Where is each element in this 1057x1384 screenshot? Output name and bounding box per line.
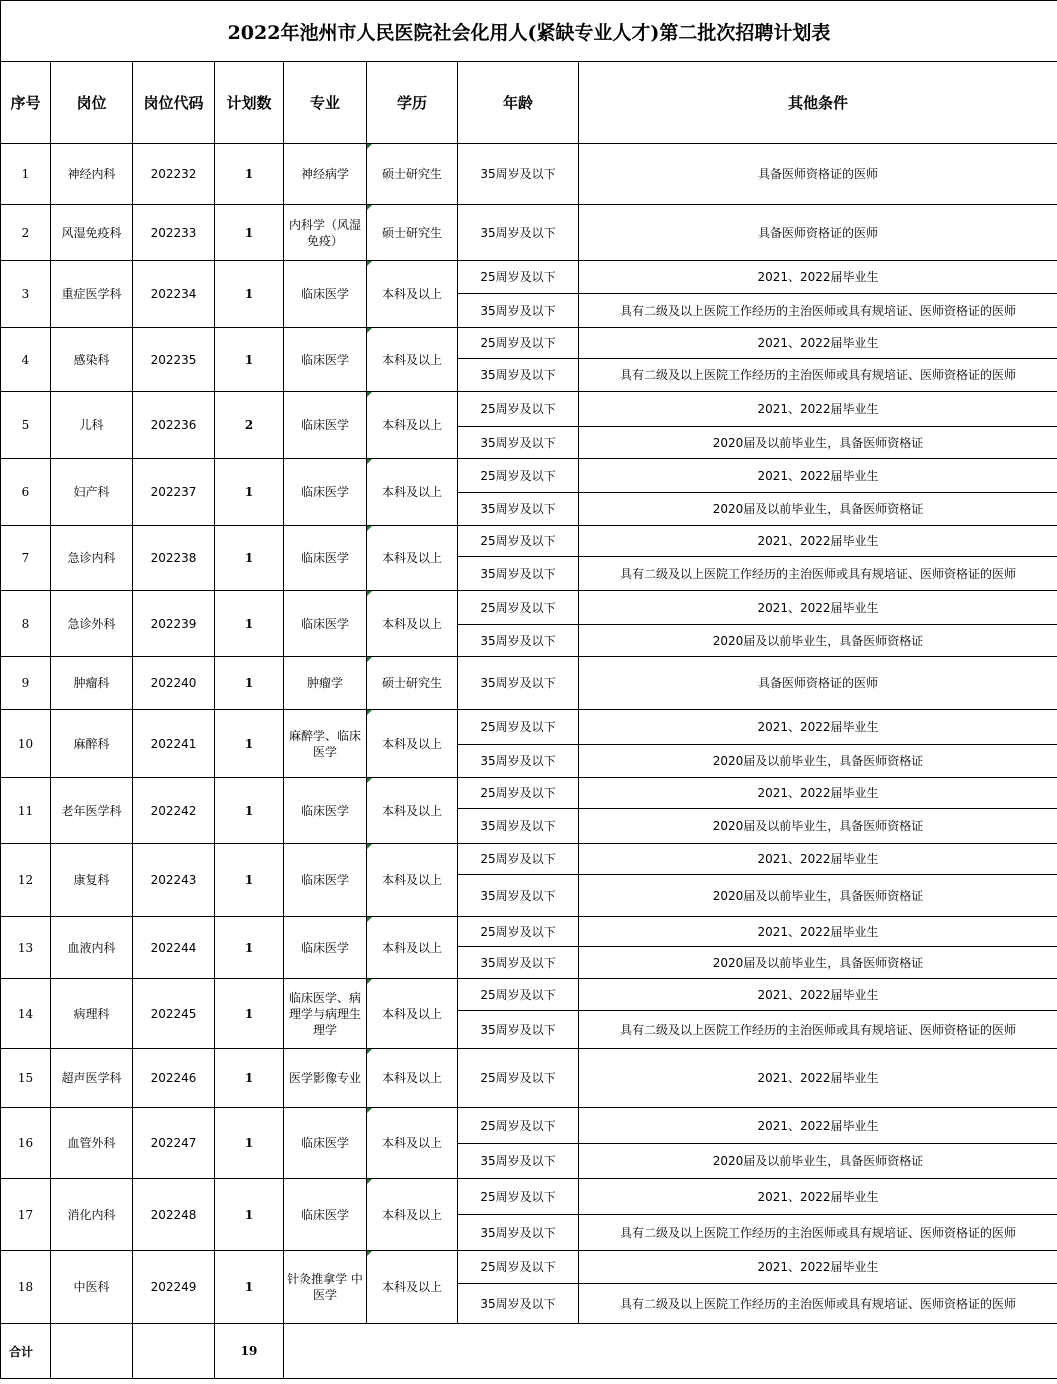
row-code: 202234: [133, 261, 215, 328]
row-age: 25周岁及以下: [458, 459, 579, 493]
row-age: 25周岁及以下: [458, 328, 579, 359]
row-age: 25周岁及以下: [458, 1108, 579, 1144]
row-seq: 7: [1, 526, 51, 591]
table-row: [1, 459, 1057, 493]
row-education: 硕士研究生: [367, 657, 458, 710]
row-seq: 2: [1, 205, 51, 261]
row-plan: 1: [215, 778, 284, 844]
row-age: 35周岁及以下: [458, 947, 579, 979]
row-age: 35周岁及以下: [458, 875, 579, 917]
row-other-conditions: 2021、2022届毕业生: [579, 1049, 1057, 1108]
row-education: 本科及以上: [367, 591, 458, 657]
row-plan: 1: [215, 526, 284, 591]
row-age: 35周岁及以下: [458, 557, 579, 591]
row-age: 25周岁及以下: [458, 979, 579, 1011]
row-plan: 2: [215, 392, 284, 459]
row-other-conditions: 2021、2022届毕业生: [579, 710, 1057, 745]
row-education: 本科及以上: [367, 979, 458, 1049]
row-code: 202242: [133, 778, 215, 844]
row-code: 202244: [133, 917, 215, 979]
total-empty-rest: [284, 1324, 1057, 1379]
row-plan: 1: [215, 459, 284, 526]
row-other-conditions: 2021、2022届毕业生: [579, 917, 1057, 947]
row-other-conditions: 具有二级及以上医院工作经历的主治医师或具有规培证、医师资格证的医师: [579, 1011, 1057, 1049]
row-seq: 4: [1, 328, 51, 392]
row-age: 25周岁及以下: [458, 710, 579, 745]
row-education: 本科及以上: [367, 1251, 458, 1324]
table-row: [1, 844, 1057, 875]
row-seq: 3: [1, 261, 51, 328]
row-major: 临床医学: [284, 328, 367, 392]
row-position: 血液内科: [51, 917, 133, 979]
row-code: 202238: [133, 526, 215, 591]
row-seq: 16: [1, 1108, 51, 1179]
row-education: 本科及以上: [367, 261, 458, 328]
row-age: 25周岁及以下: [458, 1179, 579, 1215]
row-major: 神经病学: [284, 144, 367, 205]
row-plan: 1: [215, 1108, 284, 1179]
table-row: [1, 205, 1057, 261]
row-major: 临床医学: [284, 526, 367, 591]
row-education: 本科及以上: [367, 526, 458, 591]
row-code: 202233: [133, 205, 215, 261]
row-code: 202247: [133, 1108, 215, 1179]
table-row: [1, 328, 1057, 359]
row-plan: 1: [215, 1251, 284, 1324]
row-age: 25周岁及以下: [458, 917, 579, 947]
row-plan: 1: [215, 657, 284, 710]
row-education: 本科及以上: [367, 392, 458, 459]
row-seq: 5: [1, 392, 51, 459]
row-education: 本科及以上: [367, 1049, 458, 1108]
row-seq: 11: [1, 778, 51, 844]
row-code: 202236: [133, 392, 215, 459]
row-plan: 1: [215, 328, 284, 392]
row-age: 35周岁及以下: [458, 809, 579, 844]
table-row: [1, 710, 1057, 745]
row-other-conditions: 具有二级及以上医院工作经历的主治医师或具有规培证、医师资格证的医师: [579, 1284, 1057, 1324]
row-seq: 1: [1, 144, 51, 205]
row-other-conditions: 2021、2022届毕业生: [579, 844, 1057, 875]
row-age: 35周岁及以下: [458, 144, 579, 205]
table-row: [1, 392, 1057, 427]
row-education: 本科及以上: [367, 1179, 458, 1251]
row-other-conditions: 具备医师资格证的医师: [579, 205, 1057, 261]
total-plan: 19: [215, 1324, 284, 1379]
header-plan: 计划数: [215, 62, 284, 144]
row-code: 202237: [133, 459, 215, 526]
row-position: 妇产科: [51, 459, 133, 526]
row-major: 肿瘤学: [284, 657, 367, 710]
table-row: [1, 778, 1057, 809]
row-other-conditions: 2020届及以前毕业生，具备医师资格证: [579, 1144, 1057, 1179]
row-age: 25周岁及以下: [458, 844, 579, 875]
row-other-conditions: 2020届及以前毕业生，具备医师资格证: [579, 427, 1057, 459]
table-row: [1, 591, 1057, 625]
row-position: 儿科: [51, 392, 133, 459]
row-education: 本科及以上: [367, 459, 458, 526]
row-other-conditions: 具备医师资格证的医师: [579, 657, 1057, 710]
table-row: [1, 1251, 1057, 1284]
row-other-conditions: 2020届及以前毕业生，具备医师资格证: [579, 809, 1057, 844]
row-plan: 1: [215, 261, 284, 328]
row-other-conditions: 2020届及以前毕业生，具备医师资格证: [579, 625, 1057, 657]
row-position: 病理科: [51, 979, 133, 1049]
row-education: 硕士研究生: [367, 144, 458, 205]
row-seq: 15: [1, 1049, 51, 1108]
row-plan: 1: [215, 1049, 284, 1108]
row-education: 本科及以上: [367, 844, 458, 917]
row-major: 麻醉学、临床医学: [284, 710, 367, 778]
row-position: 急诊内科: [51, 526, 133, 591]
row-code: 202249: [133, 1251, 215, 1324]
row-other-conditions: 2021、2022届毕业生: [579, 778, 1057, 809]
row-position: 老年医学科: [51, 778, 133, 844]
row-age: 35周岁及以下: [458, 1284, 579, 1324]
row-other-conditions: 2021、2022届毕业生: [579, 261, 1057, 294]
row-seq: 12: [1, 844, 51, 917]
row-major: 临床医学、病理学与病理生理学: [284, 979, 367, 1049]
row-other-conditions: 2021、2022届毕业生: [579, 1251, 1057, 1284]
row-major: 内科学（风湿免疫）: [284, 205, 367, 261]
table-row: [1, 657, 1057, 710]
row-age: 25周岁及以下: [458, 1049, 579, 1108]
row-position: 肿瘤科: [51, 657, 133, 710]
row-other-conditions: 2021、2022届毕业生: [579, 591, 1057, 625]
row-code: 202246: [133, 1049, 215, 1108]
row-code: 202239: [133, 591, 215, 657]
table-row: [1, 261, 1057, 294]
row-plan: 1: [215, 144, 284, 205]
header-other: 其他条件: [579, 62, 1057, 144]
table-body: [1, 144, 1057, 1324]
table-title: 2022年池州市人民医院社会化用人(紧缺专业人才)第二批次招聘计划表: [1, 1, 1057, 62]
table-row: [1, 979, 1057, 1011]
row-position: 神经内科: [51, 144, 133, 205]
row-education: 本科及以上: [367, 1108, 458, 1179]
row-major: 临床医学: [284, 1179, 367, 1251]
row-major: 临床医学: [284, 591, 367, 657]
row-other-conditions: 2021、2022届毕业生: [579, 1179, 1057, 1215]
total-label: 合计: [1, 1324, 51, 1379]
row-education: 本科及以上: [367, 328, 458, 392]
row-education: 本科及以上: [367, 778, 458, 844]
row-age: 35周岁及以下: [458, 1215, 579, 1251]
row-age: 35周岁及以下: [458, 294, 579, 328]
header-major: 专业: [284, 62, 367, 144]
row-seq: 9: [1, 657, 51, 710]
header-education: 学历: [367, 62, 458, 144]
row-plan: 1: [215, 844, 284, 917]
row-code: 202235: [133, 328, 215, 392]
row-other-conditions: 2021、2022届毕业生: [579, 526, 1057, 557]
row-major: 临床医学: [284, 778, 367, 844]
row-position: 血管外科: [51, 1108, 133, 1179]
row-code: 202243: [133, 844, 215, 917]
row-code: 202248: [133, 1179, 215, 1251]
row-plan: 1: [215, 710, 284, 778]
table-row: [1, 917, 1057, 947]
row-major: 临床医学: [284, 261, 367, 328]
table-row: [1, 1108, 1057, 1144]
row-major: 临床医学: [284, 844, 367, 917]
row-major: 临床医学: [284, 459, 367, 526]
row-age: 25周岁及以下: [458, 1251, 579, 1284]
row-age: 35周岁及以下: [458, 427, 579, 459]
row-code: 202245: [133, 979, 215, 1049]
row-age: 35周岁及以下: [458, 625, 579, 657]
row-position: 消化内科: [51, 1179, 133, 1251]
row-other-conditions: 具有二级及以上医院工作经历的主治医师或具有规培证、医师资格证的医师: [579, 1215, 1057, 1251]
row-position: 麻醉科: [51, 710, 133, 778]
row-age: 35周岁及以下: [458, 745, 579, 778]
row-other-conditions: 2021、2022届毕业生: [579, 392, 1057, 427]
row-seq: 10: [1, 710, 51, 778]
row-seq: 17: [1, 1179, 51, 1251]
row-plan: 1: [215, 591, 284, 657]
row-other-conditions: 2021、2022届毕业生: [579, 1108, 1057, 1144]
table-row: [1, 526, 1057, 557]
row-plan: 1: [215, 205, 284, 261]
row-age: 35周岁及以下: [458, 493, 579, 526]
row-position: 风湿免疫科: [51, 205, 133, 261]
row-other-conditions: 2020届及以前毕业生，具备医师资格证: [579, 947, 1057, 979]
row-major: 医学影像专业: [284, 1049, 367, 1108]
row-position: 超声医学科: [51, 1049, 133, 1108]
table-row: [1, 1179, 1057, 1215]
row-position: 康复科: [51, 844, 133, 917]
row-seq: 18: [1, 1251, 51, 1324]
row-education: 本科及以上: [367, 917, 458, 979]
row-other-conditions: 2021、2022届毕业生: [579, 328, 1057, 359]
row-other-conditions: 2020届及以前毕业生，具备医师资格证: [579, 745, 1057, 778]
total-empty-code: [133, 1324, 215, 1379]
row-age: 35周岁及以下: [458, 657, 579, 710]
row-code: 202240: [133, 657, 215, 710]
header-code: 岗位代码: [133, 62, 215, 144]
row-position: 中医科: [51, 1251, 133, 1324]
row-age: 35周岁及以下: [458, 359, 579, 392]
row-plan: 1: [215, 917, 284, 979]
header-position: 岗位: [51, 62, 133, 144]
row-education: 硕士研究生: [367, 205, 458, 261]
table-row: [1, 144, 1057, 205]
row-age: 25周岁及以下: [458, 392, 579, 427]
row-age: 25周岁及以下: [458, 778, 579, 809]
row-plan: 1: [215, 1179, 284, 1251]
row-major: 针灸推拿学 中医学: [284, 1251, 367, 1324]
row-age: 25周岁及以下: [458, 261, 579, 294]
row-education: 本科及以上: [367, 710, 458, 778]
row-age: 35周岁及以下: [458, 1144, 579, 1179]
row-major: 临床医学: [284, 1108, 367, 1179]
row-other-conditions: 2020届及以前毕业生，具备医师资格证: [579, 875, 1057, 917]
row-seq: 6: [1, 459, 51, 526]
row-age: 25周岁及以下: [458, 526, 579, 557]
total-empty-position: [51, 1324, 133, 1379]
row-plan: 1: [215, 979, 284, 1049]
row-other-conditions: 具有二级及以上医院工作经历的主治医师或具有规培证、医师资格证的医师: [579, 294, 1057, 328]
row-other-conditions: 2021、2022届毕业生: [579, 459, 1057, 493]
row-seq: 13: [1, 917, 51, 979]
row-other-conditions: 2021、2022届毕业生: [579, 979, 1057, 1011]
row-other-conditions: 具备医师资格证的医师: [579, 144, 1057, 205]
row-seq: 8: [1, 591, 51, 657]
row-other-conditions: 具有二级及以上医院工作经历的主治医师或具有规培证、医师资格证的医师: [579, 557, 1057, 591]
row-position: 重症医学科: [51, 261, 133, 328]
header-age: 年龄: [458, 62, 579, 144]
row-age: 35周岁及以下: [458, 1011, 579, 1049]
row-code: 202241: [133, 710, 215, 778]
header-seq: 序号: [1, 62, 51, 144]
row-position: 急诊外科: [51, 591, 133, 657]
row-position: 感染科: [51, 328, 133, 392]
table-row: [1, 1049, 1057, 1108]
row-age: 35周岁及以下: [458, 205, 579, 261]
row-major: 临床医学: [284, 917, 367, 979]
row-seq: 14: [1, 979, 51, 1049]
row-code: 202232: [133, 144, 215, 205]
row-other-conditions: 具有二级及以上医院工作经历的主治医师或具有规培证、医师资格证的医师: [579, 359, 1057, 392]
row-age: 25周岁及以下: [458, 591, 579, 625]
row-major: 临床医学: [284, 392, 367, 459]
row-other-conditions: 2020届及以前毕业生，具备医师资格证: [579, 493, 1057, 526]
